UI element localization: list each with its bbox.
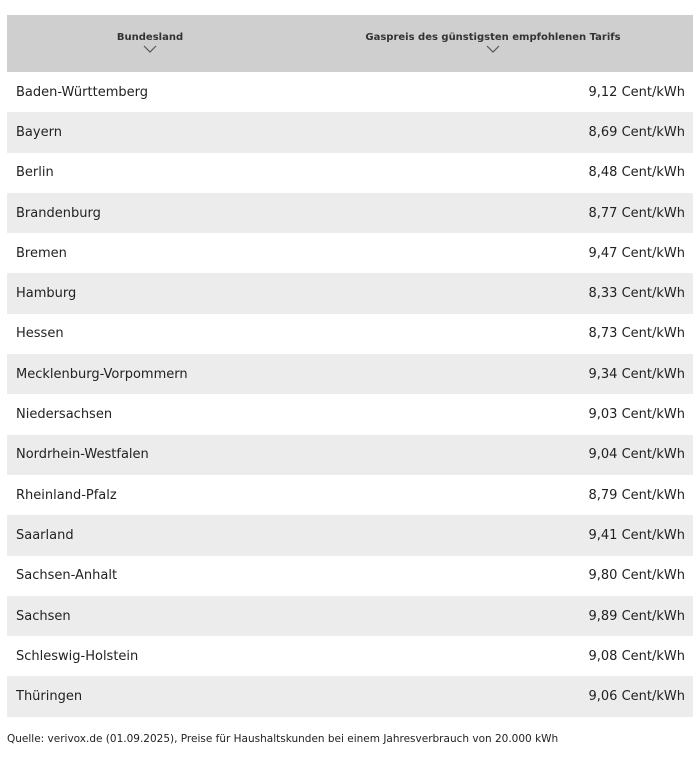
cell-price: 9,80 Cent/kWh (293, 556, 693, 596)
cell-state: Thüringen (7, 676, 293, 716)
cell-state: Bremen (7, 233, 293, 273)
cell-price: 8,48 Cent/kWh (293, 153, 693, 193)
cell-price: 9,41 Cent/kWh (293, 515, 693, 555)
cell-state: Baden-Württemberg (7, 72, 293, 112)
table-row (7, 636, 693, 676)
cell-price: 9,03 Cent/kWh (293, 394, 693, 434)
cell-price: 9,34 Cent/kWh (293, 354, 693, 394)
cell-price: 9,06 Cent/kWh (293, 676, 693, 716)
table-row (7, 72, 693, 112)
table-row (7, 193, 693, 233)
table-row (7, 596, 693, 636)
cell-price: 8,77 Cent/kWh (293, 193, 693, 233)
cell-price: 9,04 Cent/kWh (293, 435, 693, 475)
column-header-price-label: Gaspreis des günstigsten empfohlenen Tarifs (365, 32, 621, 43)
table-row (7, 676, 693, 716)
cell-state: Hessen (7, 314, 293, 354)
price-table-container (7, 15, 693, 717)
table-row (7, 314, 693, 354)
column-header-state[interactable] (7, 15, 293, 72)
column-header-state-label: Bundesland (116, 32, 184, 43)
gas-price-table (7, 15, 693, 717)
cell-state: Brandenburg (7, 193, 293, 233)
table-header-row (7, 15, 693, 72)
chevron-down-icon (143, 45, 157, 53)
table-row (7, 515, 693, 555)
table-row (7, 112, 693, 152)
cell-state: Berlin (7, 153, 293, 193)
cell-price: 9,89 Cent/kWh (293, 596, 693, 636)
cell-price: 8,33 Cent/kWh (293, 273, 693, 313)
cell-state: Sachsen (7, 596, 293, 636)
table-body (7, 72, 693, 717)
cell-state: Mecklenburg-Vorpommern (7, 354, 293, 394)
cell-state: Sachsen-Anhalt (7, 556, 293, 596)
table-row (7, 394, 693, 434)
cell-price: 9,12 Cent/kWh (293, 72, 693, 112)
cell-state: Bayern (7, 112, 293, 152)
cell-state: Nordrhein-Westfalen (7, 435, 293, 475)
table-row (7, 354, 693, 394)
source-note: Quelle: verivox.de (01.09.2025), Preise für Haushaltskunden bei einem Jahresverbrauch von 20.000 kWh (7, 733, 559, 745)
table-row (7, 556, 693, 596)
chevron-down-icon (486, 45, 500, 53)
cell-price: 8,69 Cent/kWh (293, 112, 693, 152)
cell-state: Niedersachsen (7, 394, 293, 434)
table-row (7, 475, 693, 515)
cell-state: Hamburg (7, 273, 293, 313)
table-row (7, 233, 693, 273)
cell-price: 8,73 Cent/kWh (293, 314, 693, 354)
column-header-price[interactable] (293, 15, 693, 72)
cell-state: Schleswig-Holstein (7, 636, 293, 676)
cell-price: 9,47 Cent/kWh (293, 233, 693, 273)
cell-state: Saarland (7, 515, 293, 555)
table-row (7, 273, 693, 313)
cell-price: 9,08 Cent/kWh (293, 636, 693, 676)
cell-price: 8,79 Cent/kWh (293, 475, 693, 515)
cell-state: Rheinland-Pfalz (7, 475, 293, 515)
table-row (7, 435, 693, 475)
table-row (7, 153, 693, 193)
